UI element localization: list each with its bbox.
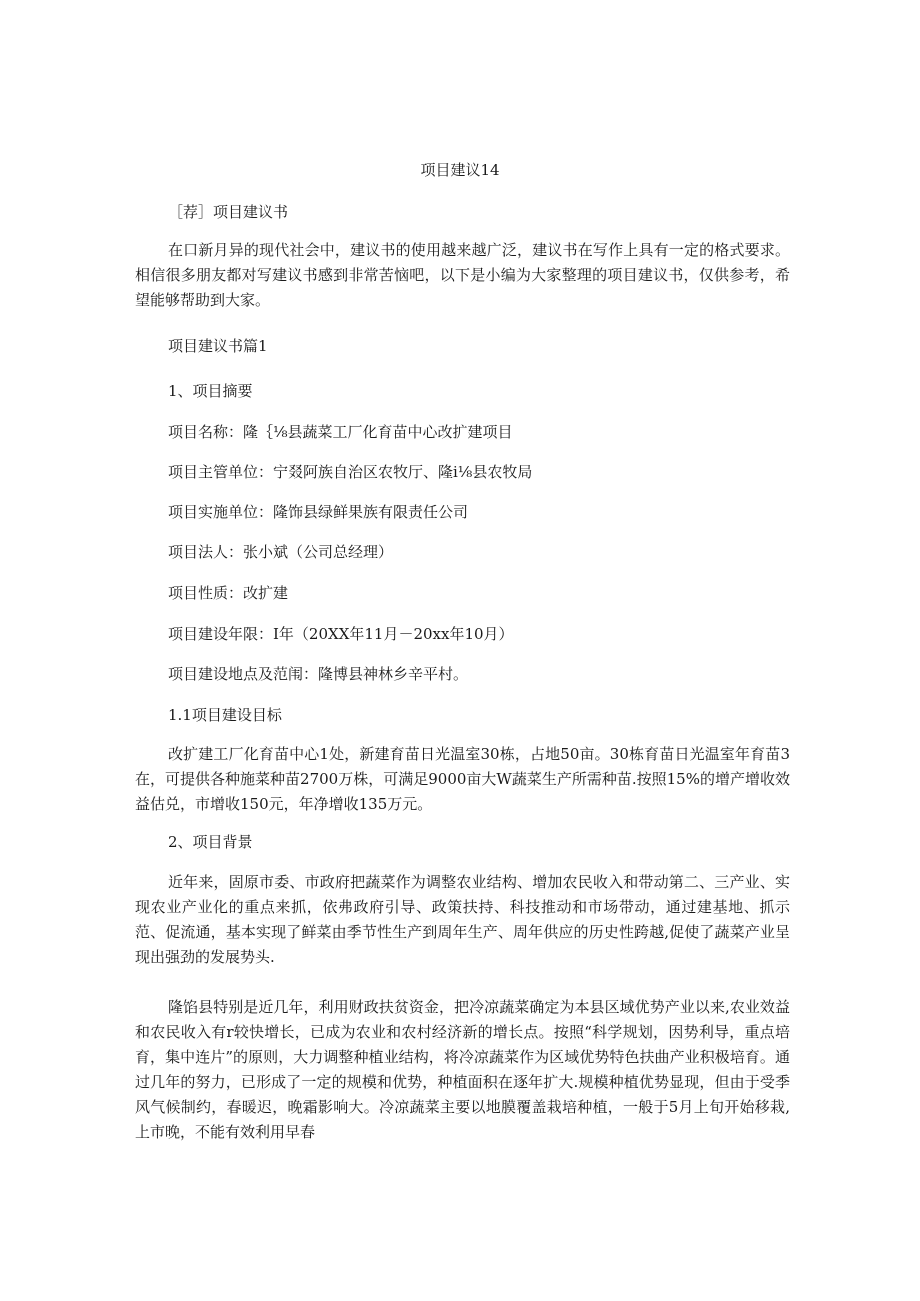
- background-paragraph-1: 近年来，固原市委、市政府把蔬菜作为调整农业结构、增加农民收入和带动第二、三产业、实现农业产业化的重点来抓，依弗政府引导、政策扶持、科技推动和市场带动，通过建基地、抓示范、促流通，基本实现了鲜菜由季节性生产到周年生产、周年供应的历史性跨越,促使了蔬菜产业呈现出强劲的发展势头.: [135, 873, 790, 966]
- field-location: 项目建设地点及范闱：隆博县神林乡辛平村。: [168, 665, 469, 683]
- background-paragraph-2: 隆馅县特别是近几年，利用财政扶贫资金，把冷凉蔬菜确定为本县区域优势产业以来,农业效益和农民收入有r较快增长，已成为农业和农村经济新的增长点。按照“科学规划，因势利导，重点培育，集中连片”的原则，大力调整种植业结构，将冷凉蔬菜作为区域优势特色扶曲产业积极培育。通过几年的努力，已形成了一定的规模和优势，种植面积在逐年扩大.规模种植优势显现，但由于受季风气候制约，春暖迟，晚霜影响大。冷凉蔬菜主要以地膜覆盖栽培种植，一般于5月上旬开始移栽,上市晚，不能有效利用早春: [135, 998, 790, 1141]
- field-legal-person: 项目法人：张小斌（公司总经理）: [168, 543, 394, 561]
- goal-paragraph: 改扩建工厂化育苗中心1处，新建育苗日光温室30栋，占地50亩。30栋育苗日光温室年育苗3在，可提供各种施菜种苗2700万株，可满足9000亩大W蔬菜生产所需种苗.按照15%的增产增收效益估兑，市增收150元，年净增收135万元。: [135, 745, 790, 813]
- field-project-name: 项目名称：隆｛⅛县蔬菜工厂化育苗中心改扩建项目: [168, 423, 513, 441]
- field-project-nature: 项目性质：改扩建: [168, 584, 289, 602]
- document-title: 项目建议14: [420, 161, 500, 179]
- heading-project-summary: 1、项目摘要: [168, 382, 253, 400]
- heading-construction-goal: 1.1项目建设目标: [168, 706, 282, 724]
- document-subtitle: ［荐］项目建议书: [168, 203, 289, 221]
- field-supervising-unit: 项目主管单位：宁叕阿族自治区农牧厅、隆i⅛县农牧局: [168, 463, 533, 481]
- field-implementing-unit: 项目实施单位：隆饰县绿鲜果族有限责任公司: [168, 503, 469, 521]
- heading-project-background: 2、项目背景: [168, 833, 253, 851]
- intro-paragraph: 在口新月异的现代社会中，建议书的使用越来越广泛，建议书在写作上具有一定的格式要求。相信很多朋友都对写建议书感到非常苦恼吧，以下是小编为大家整理的项目建议书，仅供参考，希望能够帮助到大家。: [135, 241, 790, 309]
- section-title: 项目建议书篇1: [168, 337, 268, 355]
- field-construction-period: 项目建设年限：I年（20XX年11月－20xx年10月）: [168, 625, 514, 643]
